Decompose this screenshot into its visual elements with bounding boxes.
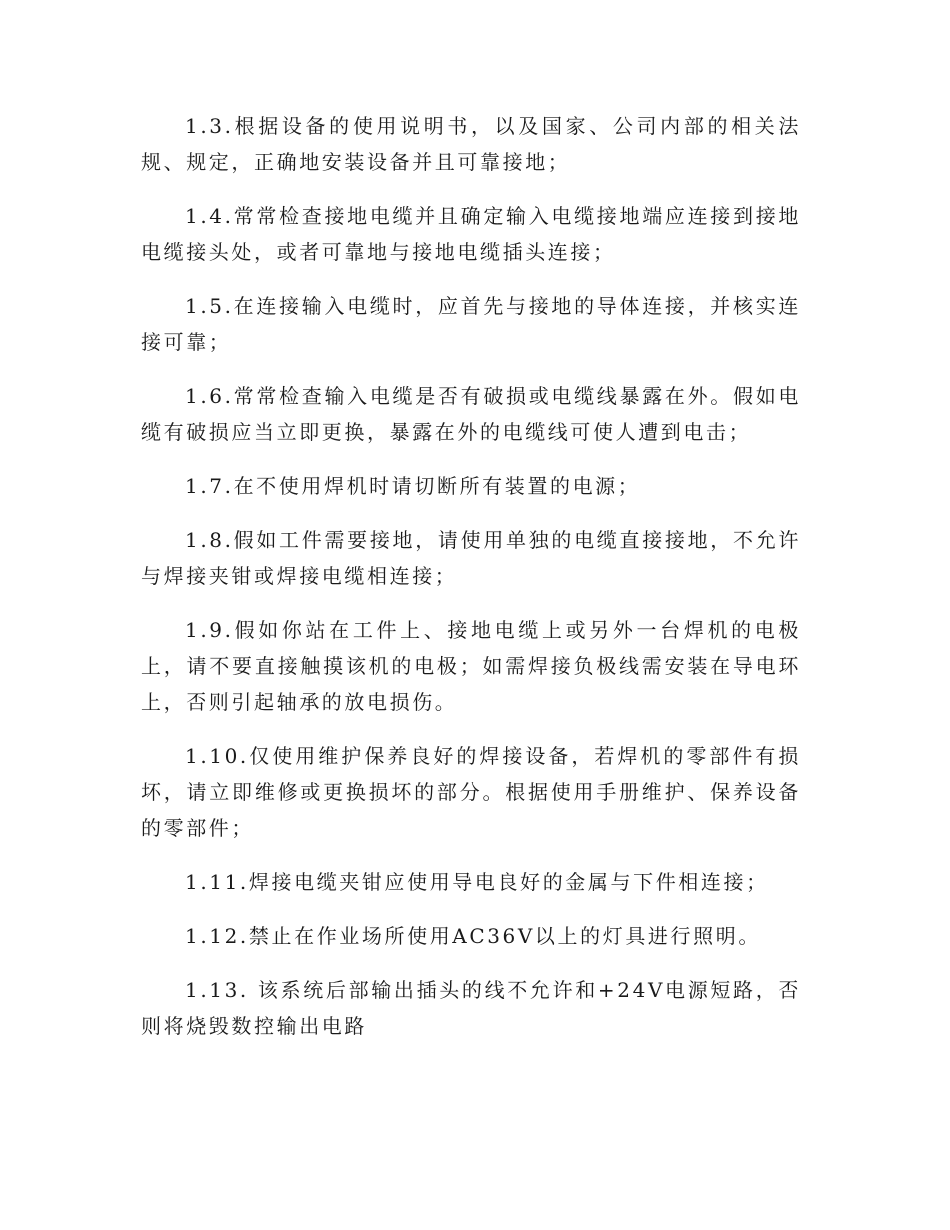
paragraph-1-4: 1.4.常常检查接地电缆并且确定输入电缆接地端应连接到接地电缆接头处，或者可靠地与接地电缆插头连接；: [141, 204, 801, 264]
document-body: [141, 108, 801, 1062]
paragraph-1-12: 1.12.禁止在作业场所使用AC36V以上的灯具进行照明。: [185, 924, 761, 948]
paragraph-1-8: 1.8.假如工件需要接地，请使用单独的电缆直接接地，不允许与焊接夹钳或焊接电缆相连接；: [141, 528, 801, 588]
paragraph-1-11: 1.11.焊接电缆夹钳应使用导电良好的金属与下件相连接；: [185, 870, 769, 894]
paragraph-1-7: 1.7.在不使用焊机时请切断所有装置的电源；: [185, 474, 641, 498]
paragraph-1-3: 1.3.根据设备的使用说明书，以及国家、公司内部的相关法规、规定，正确地安装设备并且可靠接地；: [141, 114, 801, 174]
paragraph-1-10: 1.10.仅使用维护保养良好的焊接设备，若焊机的零部件有损坏，请立即维修或更换损坏的部分。根据使用手册维护、保养设备的零部件；: [141, 744, 801, 840]
paragraph-1-6: 1.6.常常检查输入电缆是否有破损或电缆线暴露在外。假如电缆有破损应当立即更换，暴露在外的电缆线可使人遭到电击；: [141, 384, 801, 444]
paragraph-1-9: 1.9.假如你站在工件上、接地电缆上或另外一台焊机的电极上，请不要直接触摸该机的电极；如需焊接负极线需安装在导电环上，否则引起轴承的放电损伤。: [141, 618, 801, 714]
paragraph-1-13: 1.13. 该系统后部输出插头的线不允许和+24V电源短路，否则将烧毁数控输出电路: [141, 978, 801, 1038]
paragraph-1-5: 1.5.在连接输入电缆时，应首先与接地的导体连接，并核实连接可靠；: [141, 294, 801, 354]
